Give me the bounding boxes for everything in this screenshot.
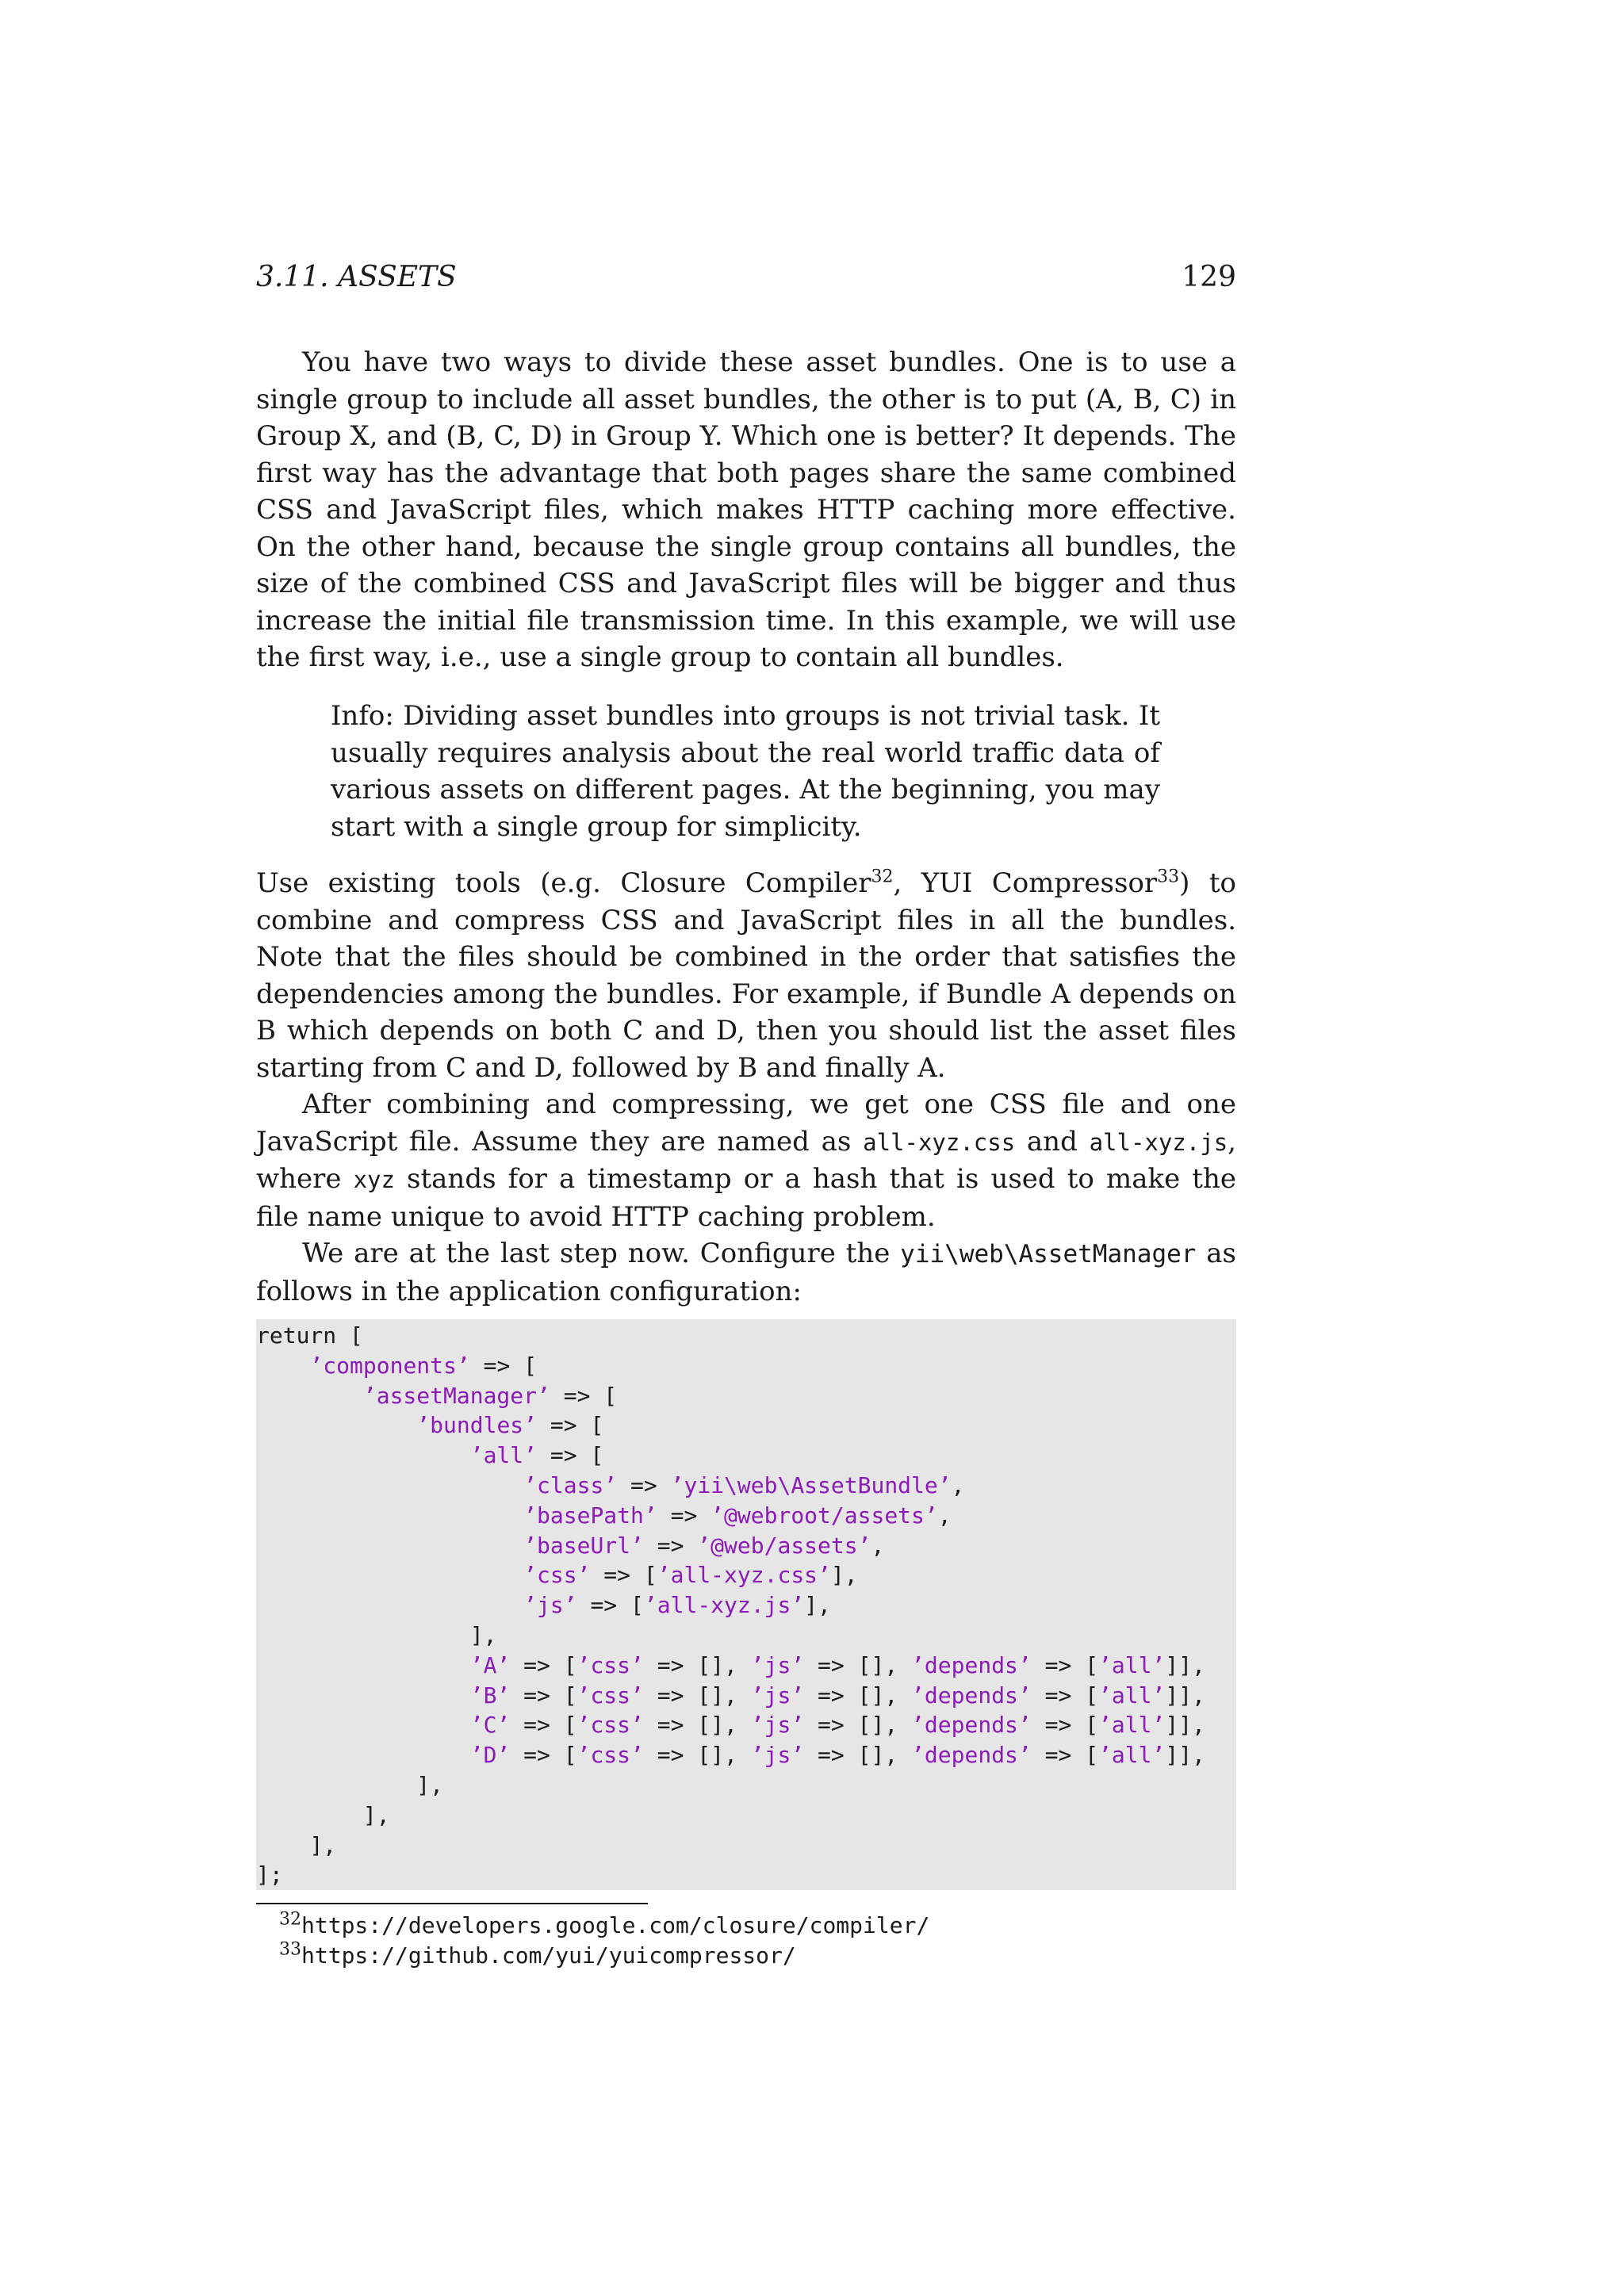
code-string-literal: ’components’	[309, 1352, 470, 1379]
code-token: => [	[469, 1352, 538, 1379]
code-indent	[256, 1533, 523, 1559]
footnote-33	[279, 1941, 929, 1971]
code-line	[256, 1590, 1236, 1621]
code-line	[256, 1860, 1236, 1890]
code-string-literal: ’D’	[469, 1742, 511, 1769]
code-string-literal: ’yii\web\AssetBundle’	[670, 1471, 952, 1498]
code-token: ]],	[1165, 1742, 1205, 1769]
code-indent	[256, 1383, 363, 1409]
info-note	[331, 698, 1160, 845]
code-string-literal: ’js’	[523, 1592, 577, 1619]
paragraph-bundle-division	[256, 344, 1236, 676]
code-token: => [	[510, 1651, 577, 1678]
code-token: => [	[1031, 1682, 1099, 1709]
code-token: => [	[1031, 1712, 1099, 1739]
code-token: => [	[576, 1592, 644, 1619]
inline-code-xyz: xyz	[353, 1166, 395, 1193]
footnote-link[interactable]: https://github.com/yui/yuicompressor/	[301, 1942, 796, 1969]
footnote-32	[279, 1911, 929, 1941]
code-token: ],	[362, 1801, 390, 1828]
code-string-literal: ’css’	[576, 1682, 644, 1709]
code-token: ,	[937, 1502, 952, 1529]
code-listing	[256, 1319, 1236, 1890]
code-line	[256, 1800, 1236, 1831]
code-token: ],	[830, 1562, 858, 1589]
footnotes	[279, 1911, 929, 1971]
code-string-literal: ’A’	[469, 1651, 511, 1678]
code-indent	[256, 1802, 363, 1828]
code-token: => [],	[643, 1712, 751, 1739]
code-indent	[256, 1442, 470, 1468]
code-string-literal: ’css’	[523, 1562, 591, 1589]
code-string-literal: ’css’	[576, 1712, 644, 1739]
paragraph-configure	[256, 1235, 1236, 1310]
code-indent	[256, 1832, 309, 1858]
code-string-literal: ’js’	[750, 1742, 805, 1769]
code-string-literal: ’class’	[523, 1471, 618, 1498]
code-token: => [	[537, 1412, 604, 1439]
code-string-literal: ’all’	[1098, 1712, 1166, 1739]
code-string-literal: ’css’	[576, 1742, 644, 1769]
paragraph-tools	[256, 865, 1236, 1086]
code-token: => [],	[804, 1682, 912, 1709]
code-token: ];	[256, 1862, 283, 1888]
page-number: 129	[1182, 261, 1236, 293]
code-line	[256, 1410, 1236, 1441]
code-token: ]],	[1165, 1682, 1205, 1709]
code-token: => [	[510, 1682, 577, 1709]
inline-code-assetmanager: yii\web\AssetManager	[900, 1240, 1197, 1269]
code-token: => [],	[804, 1742, 912, 1769]
code-string-literal: ’all’	[469, 1442, 538, 1469]
code-line	[256, 1560, 1236, 1590]
text-run: , where	[256, 1125, 1236, 1195]
code-line	[256, 1740, 1236, 1770]
code-token: => [	[590, 1562, 657, 1589]
code-token: => [],	[643, 1651, 751, 1678]
code-string-literal: ’bundles’	[416, 1412, 538, 1439]
code-line	[256, 1621, 1236, 1651]
code-token: => [],	[643, 1742, 751, 1769]
code-token: ],	[804, 1592, 831, 1619]
code-indent	[256, 1353, 309, 1379]
code-string-literal: ’assetManager’	[362, 1382, 550, 1409]
code-line	[256, 1471, 1236, 1501]
section-title: 3.11. ASSETS	[256, 261, 457, 293]
code-token: => [],	[643, 1682, 751, 1709]
footnote-number: 33	[279, 1939, 301, 1960]
code-string-literal: ’@web/assets’	[697, 1532, 871, 1559]
code-token: => [],	[804, 1651, 912, 1678]
text-run: and	[1015, 1125, 1090, 1158]
inline-code-css: all-xyz.css	[863, 1128, 1016, 1156]
code-string-literal: ’depends’	[911, 1651, 1032, 1678]
code-line	[256, 1351, 1236, 1381]
code-token: => [	[550, 1382, 618, 1409]
code-indent	[256, 1652, 470, 1678]
code-line	[256, 1831, 1236, 1861]
running-header	[256, 258, 1236, 297]
code-line	[256, 1710, 1236, 1740]
code-string-literal: ’js’	[750, 1651, 805, 1678]
code-line	[256, 1531, 1236, 1561]
code-token: => [	[510, 1712, 577, 1739]
code-string-literal: ’js’	[750, 1682, 805, 1709]
text-run: After combining and compressing, we get one CSS file and one JavaScript file. Assume they are named as	[256, 1089, 1236, 1158]
code-line	[256, 1441, 1236, 1471]
code-indent	[256, 1562, 523, 1588]
code-token: =>	[617, 1471, 671, 1498]
code-token: ]],	[1165, 1651, 1205, 1678]
inline-code-js: all-xyz.js	[1089, 1128, 1228, 1156]
code-token: ,	[871, 1532, 885, 1559]
text-run: ) to combine and compress CSS and JavaScript files in all the bundles. Note that the files should be combined in the order that satisfies the dependencies among the bundles. For example, if Bundle A depends on B which depends on both C and D, then you should list the asset files starting from C and D, followed by B and finally A.	[256, 867, 1236, 1084]
code-token: =>	[643, 1532, 698, 1559]
code-string-literal: ’B’	[469, 1682, 511, 1709]
code-token: =>	[657, 1502, 711, 1529]
code-string-literal: ’js’	[750, 1712, 805, 1739]
text-run: as follows in the application configuration:	[256, 1238, 1236, 1307]
code-string-literal: ’@webroot/assets’	[710, 1502, 938, 1529]
code-string-literal: ’C’	[469, 1712, 511, 1739]
code-line	[256, 1651, 1236, 1681]
code-indent	[256, 1472, 523, 1498]
footnote-divider	[256, 1903, 648, 1904]
paragraph-combine	[256, 1086, 1236, 1235]
code-indent	[256, 1592, 523, 1618]
code-token: ],	[469, 1621, 497, 1648]
code-token: => [	[537, 1442, 604, 1469]
code-indent	[256, 1682, 470, 1709]
text-run: We are at the last step now. Configure the	[302, 1238, 901, 1269]
footnote-number: 32	[279, 1909, 301, 1930]
code-indent	[256, 1712, 470, 1738]
code-indent	[256, 1412, 416, 1438]
info-text: Info: Dividing asset bundles into groups is not trivial task. It usually requires analysis about the real world traffic data of various assets on different pages. At the beginning, you may start with a single group for simplicity.	[331, 700, 1160, 843]
code-line	[256, 1681, 1236, 1711]
code-string-literal: ’all’	[1098, 1742, 1166, 1769]
text-run: stands for a timestamp or a hash that is used to make the file name unique to avoid HTTP caching problem.	[256, 1163, 1236, 1233]
code-indent	[256, 1502, 523, 1529]
code-token: => [],	[804, 1712, 912, 1739]
code-line	[256, 1381, 1236, 1411]
code-token: => [	[1031, 1742, 1099, 1769]
footnote-link[interactable]: https://developers.google.com/closure/compiler/	[301, 1912, 930, 1938]
code-line	[256, 1321, 1236, 1351]
footnote-ref-33[interactable]: 33	[1157, 867, 1180, 887]
code-token: => [	[1031, 1651, 1099, 1678]
code-token: ]],	[1165, 1712, 1205, 1739]
text-run: Use existing tools (e.g. Closure Compiler	[256, 867, 871, 899]
paragraph-group	[256, 865, 1236, 1310]
code-string-literal: ’basePath’	[523, 1502, 657, 1529]
code-token: ,	[951, 1471, 965, 1498]
code-string-literal: ’baseUrl’	[523, 1532, 644, 1559]
footnote-ref-32[interactable]: 32	[871, 867, 894, 887]
code-string-literal: ’all’	[1098, 1651, 1166, 1678]
code-indent	[256, 1742, 470, 1768]
code-token: ],	[416, 1771, 444, 1798]
code-string-literal: ’css’	[576, 1651, 644, 1678]
code-string-literal: ’depends’	[911, 1742, 1032, 1769]
code-string-literal: ’depends’	[911, 1712, 1032, 1739]
code-token: => [	[510, 1742, 577, 1769]
code-string-literal: ’depends’	[911, 1682, 1032, 1709]
code-indent	[256, 1772, 416, 1798]
code-line	[256, 1770, 1236, 1800]
code-string-literal: ’all-xyz.js’	[643, 1592, 805, 1619]
text-run: , YUI Compressor	[893, 867, 1158, 899]
code-line	[256, 1501, 1236, 1531]
code-token: return [	[256, 1322, 363, 1349]
code-indent	[256, 1622, 470, 1648]
paragraph-text: You have two ways to divide these asset bundles. One is to use a single group to include all asset bundles, the other is to put (A, B, C) in Group X, and (B, C, D) in Group Y. Which one is better? It depends. The first way has the advantage that both pages share the same combined CSS and JavaScript files, which makes HTTP caching more effective. On the other hand, because the single group contains all bundles, the size of the combined CSS and JavaScript files will be bigger and thus increase the initial file transmission time. In this example, we will use the first way, i.e., use a single group to contain all bundles.	[256, 346, 1236, 673]
code-string-literal: ’all’	[1098, 1682, 1166, 1709]
code-string-literal: ’all-xyz.css’	[657, 1562, 831, 1589]
code-token: ],	[309, 1831, 337, 1858]
